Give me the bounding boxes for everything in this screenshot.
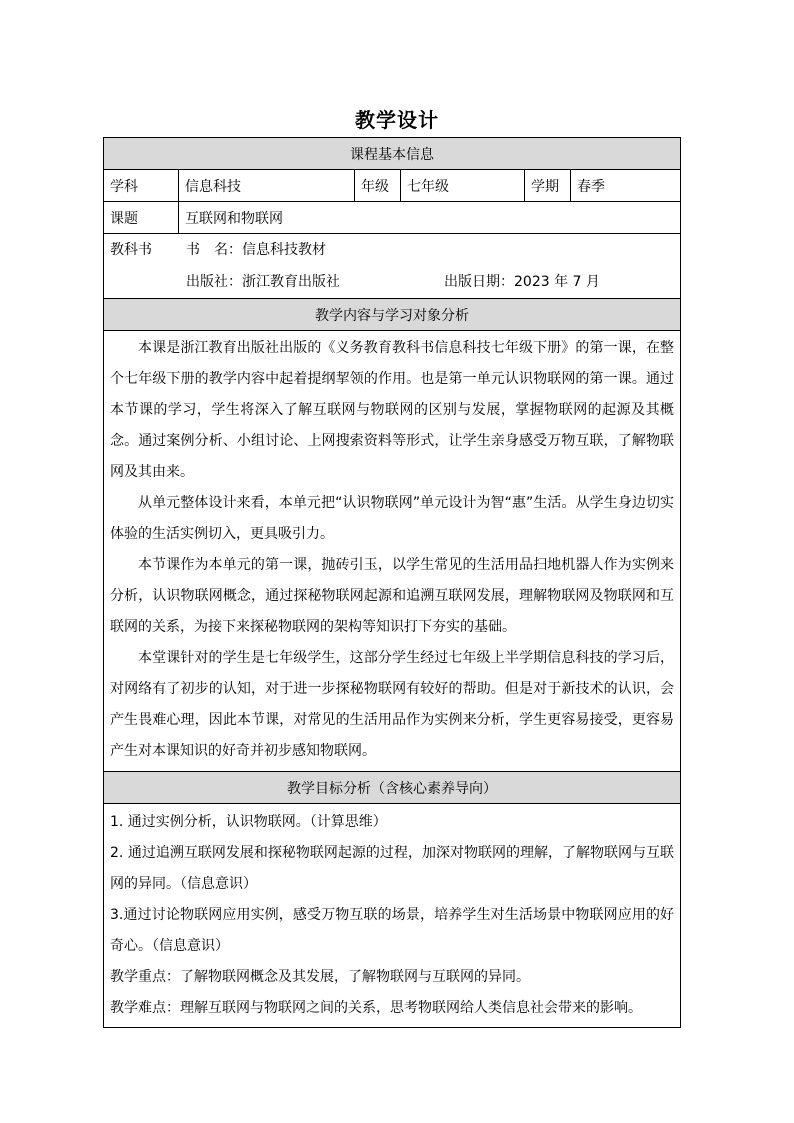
term-label: 学期 — [525, 170, 571, 202]
section-header-goals: 教学目标分析（含核心素养导向） — [104, 772, 681, 804]
goal-item: 2. 通过追溯互联网发展和探秘物联网起源的过程，加深对物联网的理解，了解物联网与互联网的异同。（信息意识） — [110, 845, 675, 892]
publisher: 出版社：浙江教育出版社 — [186, 274, 340, 290]
topic-label: 课题 — [104, 202, 179, 234]
content-analysis-body — [104, 331, 681, 772]
goals-body — [104, 804, 681, 1028]
goal-item: 1. 通过实例分析，认识物联网。（计算思维） — [110, 814, 387, 830]
content-paragraph: 本课是浙江教育出版社出版的《义务教育教科书信息科技七年级下册》的第一课，在整个七年级下册的教学内容中起着提纲挈领的作用。也是第一单元认识物联网的第一课。通过本节课的学习，学生将深入了解互联网与物联网的区别与发展，掌握物联网的起源及其概念。通过案例分析、小组讨论、上网搜索资料等形式，让学生亲身感受万物互联，了解物联网及其由来。 — [110, 340, 675, 480]
content-paragraph: 本节课作为本单元的第一课，抛砖引玉，以学生常见的生活用品扫地机器人作为实例来分析，认识物联网概念，通过探秘物联网起源和追溯互联网发展，理解物联网及物联网和互联网的关系，为接下来探秘物联网的架构等知识打下夯实的基础。 — [110, 557, 675, 635]
publish-date: 出版日期：2023 年 7 月 — [444, 274, 600, 290]
book-name: 书 名：信息科技教材 — [186, 242, 326, 258]
section-header-basic-info: 课程基本信息 — [104, 138, 681, 170]
grade-value: 七年级 — [401, 170, 525, 202]
content-paragraph: 本堂课针对的学生是七年级学生，这部分学生经过七年级上半学期信息科技的学习后，对网络有了初步的认知，对于进一步探秘物联网有较好的帮助。但是对于新技术的认识，会产生畏难心理，因此本节课，对常见的生活用品作为实例来分析，学生更容易接受，更容易产生对本课知识的好奇并初步感知物联网。 — [110, 650, 675, 759]
textbook-label: 教科书 — [110, 242, 152, 258]
goal-item: 3.通过讨论物联网应用实例，感受万物互联的场景，培养学生对生活场景中物联网应用的好奇心。（信息意识） — [110, 907, 675, 954]
difficult-point: 教学难点：理解互联网与物联网之间的关系，思考物联网给人类信息社会带来的影响。 — [110, 1000, 642, 1016]
grade-label: 年级 — [355, 170, 401, 202]
lesson-plan-table — [103, 137, 681, 1028]
content-paragraph: 从单元整体设计来看，本单元把“认识物联网”单元设计为智“惠”生活。从学生身边切实体验的生活实例切入，更具吸引力。 — [110, 495, 675, 542]
subject-value: 信息科技 — [179, 170, 355, 202]
term-value: 春季 — [571, 170, 681, 202]
key-point: 教学重点：了解物联网概念及其发展，了解物联网与互联网的异同。 — [110, 969, 530, 985]
textbook-row — [104, 234, 681, 299]
topic-value: 互联网和物联网 — [179, 202, 681, 234]
subject-label: 学科 — [104, 170, 179, 202]
section-header-content-analysis: 教学内容与学习对象分析 — [104, 299, 681, 331]
document-title: 教学设计 — [355, 108, 439, 132]
